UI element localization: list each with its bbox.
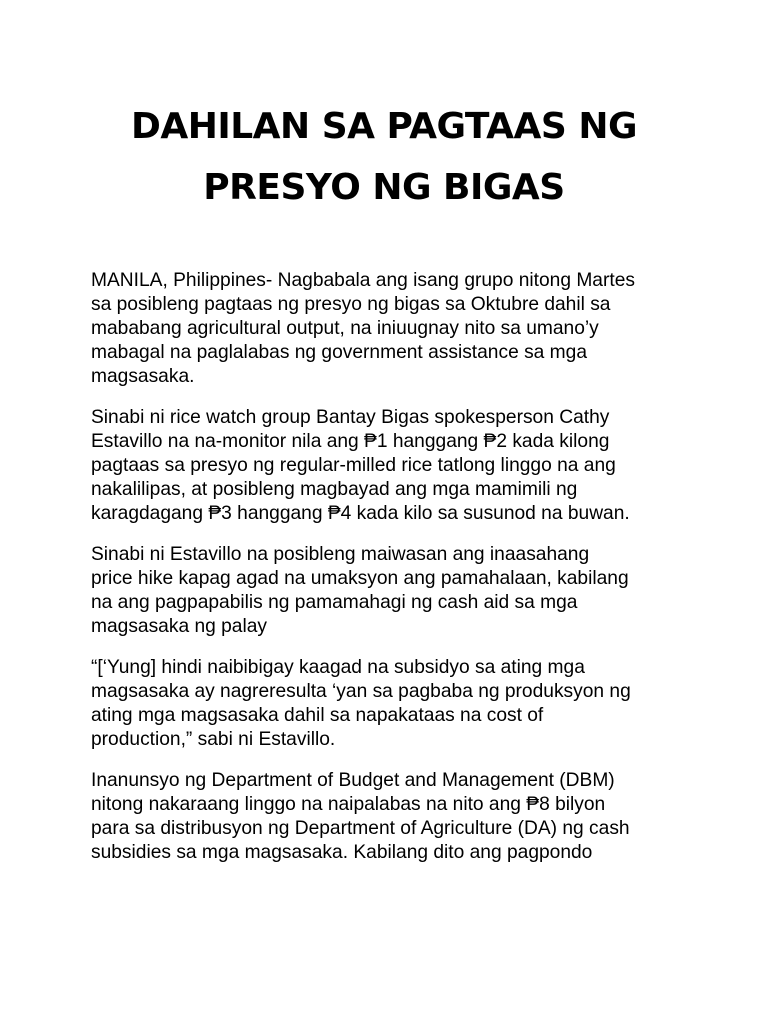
paragraph-line: karagdagang ₱3 hanggang ₱4 kada kilo sa susunod na buwan. [91,503,630,524]
paragraph-line: pagtaas sa presyo ng regular-milled rice tatlong linggo na ang [91,455,616,476]
paragraph-line: “[‘Yung] hindi naibibigay kaagad na subsidyo sa ating mga [91,657,585,678]
paragraph-line: Sinabi ni Estavillo na posibleng maiwasan ang inaasahang [91,544,590,565]
title-line-1: DAHILAN SA PAGTAAS NG [130,106,638,147]
paragraph-line: ating mga magsasaka dahil sa napakataas na cost of [91,705,544,726]
paragraph-line: magsasaka. [91,366,195,387]
paragraph-line: price hike kapag agad na umaksyon ang pamahalaan, kabilang [91,568,629,589]
paragraph-line: Estavillo na na-monitor nila ang ₱1 hanggang ₱2 kada kilong [91,431,610,452]
paragraph-line: nakalilipas, at posibleng magbayad ang mga mamimili ng [91,479,578,500]
paragraph-line: para sa distribusyon ng Department of Agriculture (DA) ng cash [91,818,630,839]
paragraph-line: subsidies sa mga magsasaka. Kabilang dito ang pagpondo [91,842,593,863]
paragraph-line: mababang agricultural output, na iniuugnay nito sa umano’y [91,318,599,339]
paragraph-5 [91,769,691,865]
title-line-2: PRESYO NG BIGAS [203,167,565,208]
paragraph-4 [91,656,691,752]
paragraph-line: magsasaka ng palay [91,616,267,637]
paragraph-line: sa posibleng pagtaas ng presyo ng bigas sa Oktubre dahil sa [91,294,611,315]
paragraph-line: production,” sabi ni Estavillo. [91,729,336,750]
paragraph-1 [91,269,691,389]
document-title [0,96,768,218]
paragraph-2 [91,406,691,526]
paragraph-line: Inanunsyo ng Department of Budget and Management (DBM) [91,770,615,791]
article-body [91,269,691,882]
paragraph-line: na ang pagpapabilis ng pamamahagi ng cash aid sa mga [91,592,578,613]
paragraph-3 [91,543,691,639]
paragraph-line: mabagal na paglalabas ng government assistance sa mga [91,342,587,363]
paragraph-line: magsasaka ay nagreresulta ‘yan sa pagbaba ng produksyon ng [91,681,631,702]
paragraph-line: Sinabi ni rice watch group Bantay Bigas spokesperson Cathy [91,407,610,428]
paragraph-line: nitong nakaraang linggo na naipalabas na nito ang ₱8 bilyon [91,794,606,815]
paragraph-line: MANILA, Philippines- Nagbabala ang isang grupo nitong Martes [91,270,635,291]
